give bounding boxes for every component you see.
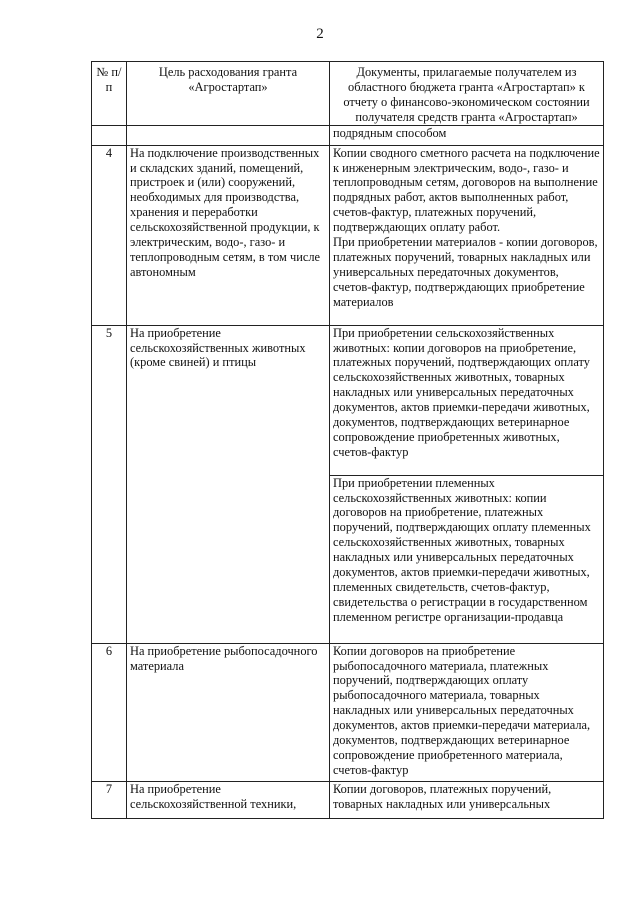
row-purpose: На приобретение рыбопосадочного материала xyxy=(127,643,330,781)
table-header-row xyxy=(92,62,604,126)
header-num: № п/п xyxy=(92,62,127,126)
row-purpose: На приобретение сельскохозяйственных животных (кроме свиней) и птицы xyxy=(127,325,330,643)
row-number: 4 xyxy=(92,145,127,325)
row-documents: Копии договоров на приобретение рыбопосадочного материала, платежных поручений, подтверждающих оплату рыбопосадочного материала, товарных накладных или универсальных передаточных документов, актов приемки-передачи материала, документов, подтверждающих ветеринарное сопровождение приобретенного материала, счетов-фактур xyxy=(330,643,604,781)
row-documents: При приобретении сельскохозяйственных животных: копии договоров на приобретение, платежных поручений, подтверждающих оплату сельскохозяйственных животных, товарных накладных или универсальных передаточных документов, актов приемки-передачи животных, документов, подтверждающих ветеринарное сопровождение приобретенных животных, счетов-фактур xyxy=(330,325,604,475)
row-number: 7 xyxy=(92,781,127,818)
page-number: 2 xyxy=(316,26,324,42)
table-row xyxy=(92,643,604,781)
row-documents: Копии сводного сметного расчета на подключение к инженерным электрическим, водо-, газо- и теплопроводным сетям, договоров на выполнение подрядных работ, актов выполненных работ, счетов-фактур, платежных поручений, подтверждающих оплату работ. При приобретении материалов - копии договоров, платежных поручений, товарных накладных или универсальных передаточных документов, счетов-фактур, подтверждающих приобретение материалов xyxy=(330,145,604,325)
table-row-continuation xyxy=(92,125,604,145)
header-documents: Документы, прилагаемые получателем из областного бюджета гранта «Агростартап» к отчету о финансово-экономическом состоянии получателя средств гранта «Агростартап» xyxy=(330,62,604,126)
header-purpose: Цель расходования гранта «Агростартап» xyxy=(127,62,330,126)
table-row xyxy=(92,145,604,325)
continuation-documents: подрядным способом xyxy=(330,125,604,145)
row-purpose: На приобретение сельскохозяйственной техники, xyxy=(127,781,330,818)
row-number: 6 xyxy=(92,643,127,781)
row-number: 5 xyxy=(92,325,127,643)
row-purpose: На подключение производственных и складских зданий, помещений, пристроек и (или) сооружений, необходимых для производства, хранения и переработки сельскохозяйственной продукции, к электрическим, водо-, газо- и теплопроводным сетям, в том числе автономным xyxy=(127,145,330,325)
grant-documents-table xyxy=(91,61,604,819)
row-documents: Копии договоров, платежных поручений, товарных накладных или универсальных xyxy=(330,781,604,818)
row-documents-breeding: При приобретении племенных сельскохозяйственных животных: копии договоров на приобретение, платежных поручений, подтверждающих оплату племенных сельскохозяйственных животных, товарных накладных или универсальных передаточных документов, актов приемки-передачи животных, племенных свидетельств, счетов-фактур, свидетельства о регистрации в государственном племенном регистре организации-продавца xyxy=(330,475,604,643)
table-row xyxy=(92,781,604,818)
table-row xyxy=(92,325,604,475)
